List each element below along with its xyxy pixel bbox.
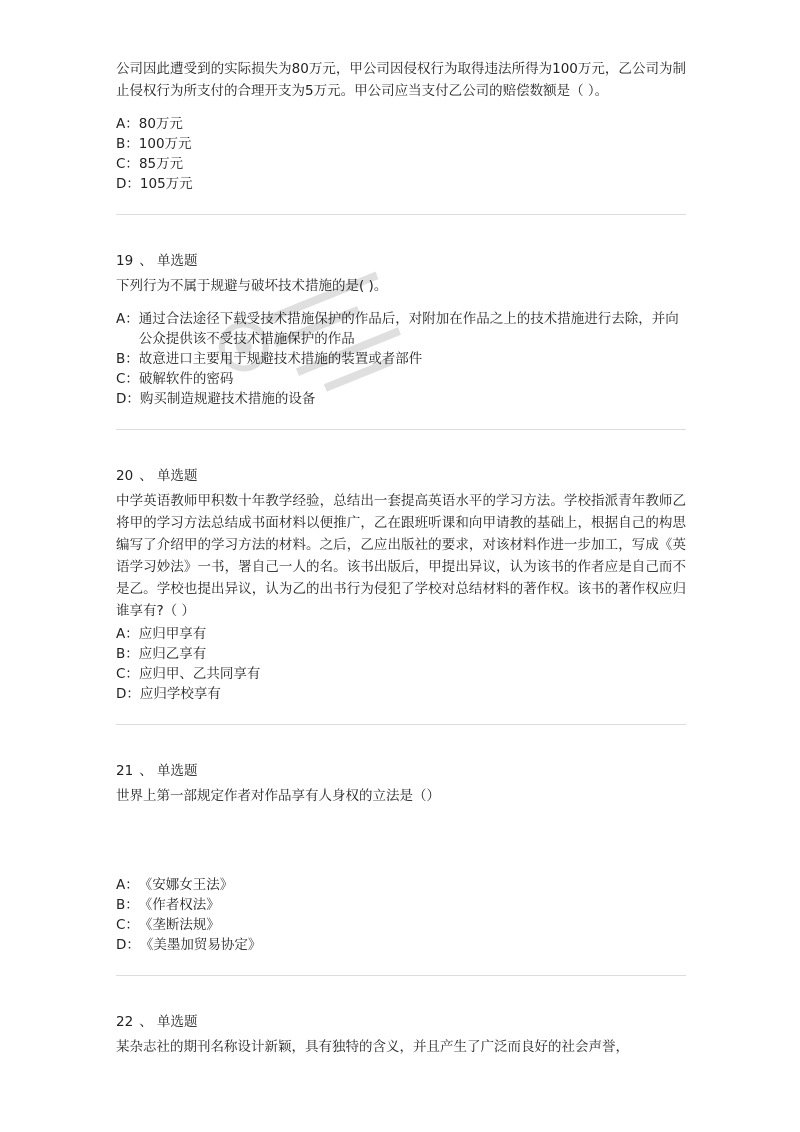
divider: [116, 975, 686, 976]
option-c[interactable]: [116, 664, 686, 684]
document-page: [116, 58, 686, 1058]
question-header: [116, 761, 686, 781]
blank-space: [116, 807, 686, 863]
option-a[interactable]: [116, 875, 686, 895]
question-type: 单选题: [156, 1014, 198, 1030]
option-letter: D：: [116, 937, 140, 953]
option-text: 100万元: [138, 136, 192, 152]
question-type: 单选题: [156, 763, 198, 779]
option-a[interactable]: [116, 309, 686, 349]
option-letter: B：: [116, 351, 139, 367]
question-21: [116, 761, 686, 976]
option-text: 应归学校享有: [139, 686, 221, 702]
question-stem: 公司因此遭受到的实际损失为80万元，甲公司因侵权行为取得违法所得为100万元，乙公司为制止侵权行为所支付的合理开支为5万元。甲公司应当支付乙公司的赔偿数额是（ ）。: [116, 61, 686, 99]
option-b[interactable]: [116, 644, 686, 664]
question-number: 20: [116, 468, 134, 484]
question-number: 19: [116, 253, 134, 269]
option-c[interactable]: [116, 915, 686, 935]
option-letter: C：: [116, 917, 139, 933]
question-stem: 下列行为不属于规避与破坏技术措施的是( )。: [116, 278, 388, 294]
option-d[interactable]: [116, 935, 686, 955]
question-separator: 、: [139, 1014, 153, 1030]
question-header: [116, 1012, 686, 1032]
option-d[interactable]: [116, 389, 686, 409]
question-number: 22: [116, 1014, 134, 1030]
option-list: [116, 875, 686, 955]
divider: [116, 429, 686, 430]
question-separator: 、: [139, 253, 153, 269]
question-19: [116, 251, 686, 430]
option-letter: B：: [116, 646, 139, 662]
option-text: 通过合法途径下载受技术措施保护的作品后，对附加在作品之上的技术措施进行去除，并向公众提供该不受技术措施保护的作品: [138, 311, 679, 347]
option-list: [116, 114, 686, 194]
question-20: [116, 466, 686, 725]
question-header: [116, 251, 686, 271]
option-letter: A：: [116, 311, 139, 327]
question-stem: 中学英语教师甲积数十年教学经验，总结出一套提高英语水平的学习方法。学校指派青年教师乙将甲的学习方法总结成书面材料以便推广，乙在跟班听课和向甲请教的基础上，根据自己的构思编写了介绍甲的学习方法的材料。之后，乙应出版社的要求，对该材料作进一步加工，写成《英语学习妙法》一书，署自己一人的名。该书出版后，甲提出异议，认为该书的作者应是自己而不是乙。学校也提出异议，认为乙的出书行为侵犯了学校对总结材料的著作权。该书的著作权应归谁享有?（ ）: [116, 493, 686, 619]
option-letter: C：: [116, 156, 139, 172]
option-text: 破解软件的密码: [138, 371, 234, 387]
option-text: 105万元: [139, 176, 193, 192]
option-letter: B：: [116, 136, 139, 152]
option-text: 购买制造规避技术措施的设备: [139, 391, 316, 407]
option-b[interactable]: [116, 349, 686, 369]
question-type: 单选题: [156, 468, 198, 484]
option-a[interactable]: [116, 624, 686, 644]
option-letter: D：: [116, 391, 140, 407]
option-c[interactable]: [116, 369, 686, 389]
question-18-continuation: [116, 58, 686, 215]
option-text: 《垄断法规》: [138, 917, 220, 933]
option-text: 故意进口主要用于规避技术措施的装置或者部件: [138, 351, 423, 367]
option-letter: A：: [116, 626, 139, 642]
question-22: [116, 1012, 686, 1058]
option-text: 85万元: [138, 156, 184, 172]
question-stem: 某杂志社的期刊名称设计新颖，具有独特的含义，并且产生了广泛而良好的社会声誉，: [116, 1039, 629, 1055]
question-separator: 、: [139, 468, 153, 484]
question-header: [116, 466, 686, 486]
question-number: 21: [116, 763, 134, 779]
question-separator: 、: [139, 763, 153, 779]
option-text: 应归甲享有: [138, 626, 207, 642]
option-d[interactable]: [116, 684, 686, 704]
option-letter: D：: [116, 686, 140, 702]
question-stem: 世界上第一部规定作者对作品享有人身权的立法是（）: [116, 788, 440, 804]
option-b[interactable]: [116, 895, 686, 915]
option-letter: B：: [116, 897, 139, 913]
option-letter: A：: [116, 116, 139, 132]
option-list: [116, 624, 686, 704]
option-text: 《安娜女王法》: [138, 877, 234, 893]
option-letter: A：: [116, 877, 139, 893]
divider: [116, 724, 686, 725]
option-a[interactable]: [116, 114, 686, 134]
option-text: 80万元: [138, 116, 183, 132]
option-list: [116, 309, 686, 409]
option-text: 《作者权法》: [138, 897, 220, 913]
question-type: 单选题: [156, 253, 198, 269]
option-d[interactable]: [116, 174, 686, 194]
option-letter: C：: [116, 371, 139, 387]
option-letter: C：: [116, 666, 139, 682]
option-letter: D：: [116, 176, 140, 192]
option-text: 应归甲、乙共同享有: [138, 666, 261, 682]
option-c[interactable]: [116, 154, 686, 174]
option-text: 《美墨加贸易协定》: [139, 937, 262, 953]
option-text: 应归乙享有: [138, 646, 207, 662]
divider: [116, 214, 686, 215]
option-b[interactable]: [116, 134, 686, 154]
